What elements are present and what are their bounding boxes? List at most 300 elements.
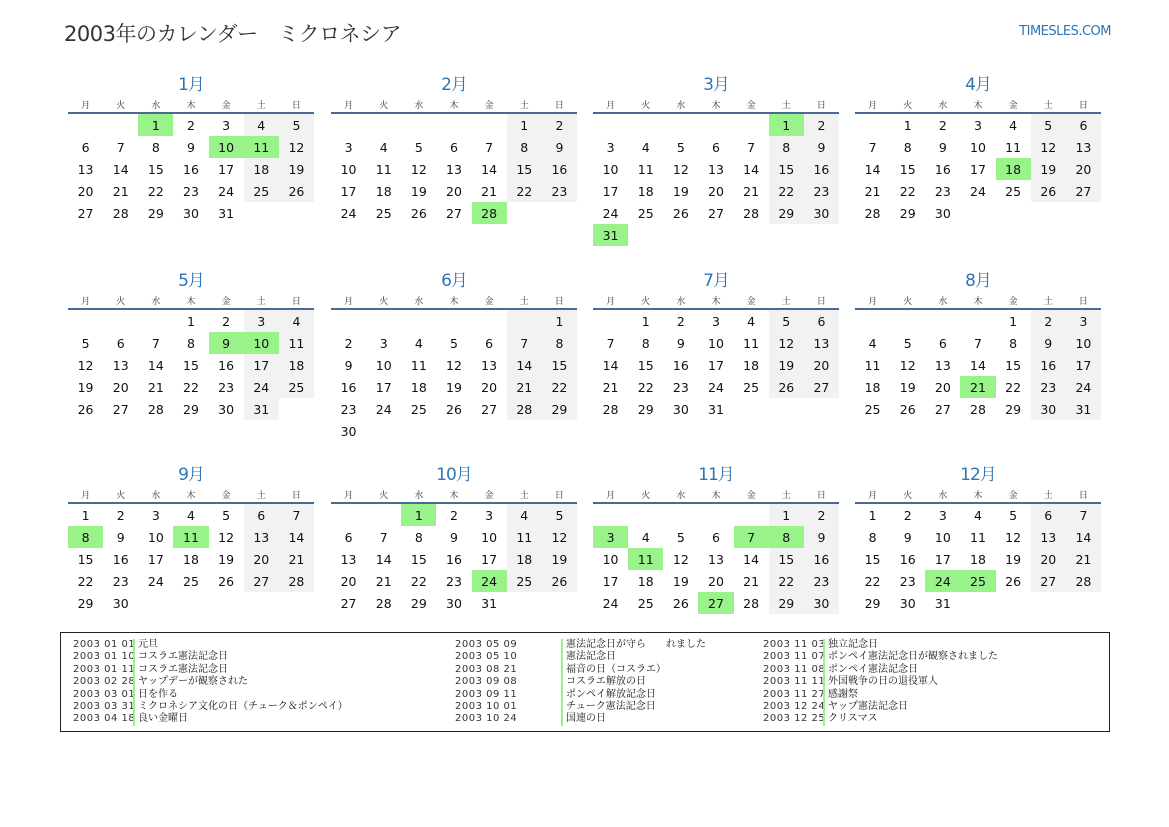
weekday-header: 水: [138, 292, 173, 309]
day-cell: 5: [1031, 113, 1066, 136]
day-cell: 2: [116, 507, 125, 523]
weekday-header: 月: [855, 292, 890, 309]
holiday-date: 2003 03 01: [73, 688, 136, 700]
day-cell: 14: [375, 551, 392, 567]
month-block: [68, 270, 314, 420]
day-cell: 29: [864, 595, 881, 611]
day-cell: 5: [414, 139, 423, 155]
day-cell: 1: [641, 313, 650, 329]
day-cell: 25: [1005, 183, 1022, 199]
day-cell: 5: [676, 529, 685, 545]
weekday-header: 木: [436, 292, 471, 309]
day-cell: 29: [542, 398, 577, 420]
day-cell: 8: [641, 335, 650, 351]
day-cell: 14: [743, 161, 760, 177]
day-cell: 24: [925, 570, 960, 592]
day-cell: 10: [209, 136, 244, 158]
day-cell: 9: [903, 529, 912, 545]
holiday-name: チューク憲法記念日: [561, 701, 656, 713]
day-cell: 27: [77, 205, 94, 221]
weekday-header: 日: [1066, 96, 1101, 113]
day-cell: 30: [340, 423, 357, 439]
day-cell: 26: [672, 595, 689, 611]
empty-cell: [769, 224, 804, 246]
day-cell: 8: [1009, 335, 1018, 351]
day-cell: 9: [938, 139, 947, 155]
day-cell: 13: [244, 526, 279, 548]
day-cell: 29: [183, 401, 199, 417]
day-cell: 18: [183, 551, 199, 567]
day-cell: 6: [344, 529, 353, 545]
day-cell: 18: [637, 183, 654, 199]
month-block: [331, 74, 577, 224]
empty-cell: [734, 398, 769, 420]
day-cell: 21: [864, 183, 881, 199]
day-cell: 20: [708, 573, 724, 589]
day-cell: 23: [542, 180, 577, 202]
day-cell: 20: [446, 183, 462, 199]
empty-cell: [507, 420, 542, 442]
empty-cell: [279, 202, 314, 224]
holiday-row: [763, 713, 998, 725]
day-cell: 13: [1031, 526, 1066, 548]
weekday-header: 火: [366, 96, 401, 113]
day-cell: 25: [637, 595, 654, 611]
day-cell: 13: [804, 332, 839, 354]
holiday-column-2: [455, 639, 706, 726]
day-cell: 13: [934, 357, 951, 373]
day-cell: 8: [151, 139, 160, 155]
month-table: [593, 96, 839, 246]
empty-cell: [68, 309, 103, 332]
day-cell: 30: [446, 595, 462, 611]
day-cell: 29: [637, 401, 654, 417]
day-cell: 13: [708, 161, 724, 177]
day-cell: 20: [708, 183, 724, 199]
weekday-header: 火: [628, 96, 663, 113]
empty-cell: [366, 503, 401, 526]
weekday-header: 月: [68, 486, 103, 503]
holiday-date: 2003 11 07: [763, 651, 826, 663]
month-table: [68, 96, 314, 224]
weekday-header: 土: [769, 486, 804, 503]
day-cell: 17: [375, 379, 392, 395]
weekday-header: 月: [593, 486, 628, 503]
day-cell: 24: [340, 205, 357, 221]
day-cell: 24: [375, 401, 392, 417]
weekday-header: 日: [542, 486, 577, 503]
day-cell: 28: [507, 398, 542, 420]
day-cell: 23: [218, 379, 235, 395]
day-cell: 27: [1031, 570, 1066, 592]
month-table: [855, 96, 1101, 224]
weekday-header: 火: [103, 292, 138, 309]
weekday-header: 火: [890, 486, 925, 503]
day-cell: 30: [804, 592, 839, 614]
day-cell: 7: [379, 529, 388, 545]
day-cell: 18: [970, 551, 986, 567]
day-cell: 18: [864, 379, 881, 395]
weekday-header: 水: [401, 292, 436, 309]
day-cell: 20: [112, 379, 129, 395]
weekday-header: 木: [173, 96, 208, 113]
day-cell: 14: [507, 354, 542, 376]
day-cell: 5: [81, 335, 90, 351]
empty-cell: [1066, 592, 1101, 614]
day-cell: 13: [708, 551, 724, 567]
day-cell: 6: [450, 139, 458, 155]
day-cell: 12: [218, 529, 235, 545]
holiday-row: [73, 639, 348, 651]
holiday-name: ポンペイ憲法記念日: [823, 664, 918, 676]
day-cell: 5: [542, 503, 577, 526]
holiday-date: 2003 03 31: [73, 700, 136, 712]
holiday-date: 2003 11 08: [763, 663, 826, 675]
weekday-header: 水: [401, 486, 436, 503]
holiday-date: 2003 10 24: [455, 713, 518, 725]
day-cell: 21: [602, 379, 619, 395]
day-cell: 25: [637, 205, 654, 221]
day-cell: 19: [77, 379, 94, 395]
day-cell: 9: [209, 332, 244, 354]
day-cell: 2: [344, 335, 353, 351]
empty-cell: [331, 503, 366, 526]
day-cell: 21: [112, 183, 129, 199]
empty-cell: [507, 309, 542, 332]
holiday-row: [455, 676, 706, 688]
day-cell: 16: [446, 551, 462, 567]
day-cell: 11: [279, 332, 314, 354]
weekday-header: 金: [734, 96, 769, 113]
month-table: [593, 292, 839, 420]
day-cell: 3: [485, 507, 494, 523]
day-cell: 24: [218, 183, 235, 199]
day-cell: 11: [864, 357, 881, 373]
holiday-name: ポンペイ解放記念日: [561, 689, 656, 701]
day-cell: 28: [1066, 570, 1101, 592]
day-cell: 2: [676, 313, 685, 329]
day-cell: 12: [446, 357, 462, 373]
day-cell: 26: [1005, 573, 1022, 589]
holiday-row: [455, 701, 706, 713]
day-cell: 7: [747, 139, 756, 155]
holiday-name: 憲法記念日が守ら れました: [561, 639, 706, 651]
day-cell: 20: [1031, 548, 1066, 570]
weekday-header: 日: [1066, 486, 1101, 503]
weekday-header: 月: [855, 486, 890, 503]
month-table: [331, 292, 577, 442]
day-cell: 9: [450, 529, 458, 545]
holiday-name: 憲法記念日: [561, 651, 616, 663]
day-cell: 7: [734, 526, 769, 548]
weekday-header: 日: [804, 292, 839, 309]
holiday-row: [455, 713, 706, 725]
holiday-date: 2003 04 18: [73, 713, 136, 725]
day-cell: 12: [899, 357, 916, 373]
day-cell: 12: [542, 526, 577, 548]
holiday-row: [455, 664, 706, 676]
day-cell: 10: [244, 332, 279, 354]
day-cell: 25: [410, 401, 427, 417]
month-block: [68, 464, 314, 614]
weekday-header: 金: [209, 292, 244, 309]
day-cell: 3: [151, 507, 160, 523]
empty-cell: [855, 309, 890, 332]
weekday-header: 土: [1031, 486, 1066, 503]
empty-cell: [960, 202, 995, 224]
month-table: [331, 486, 577, 614]
month-block: [331, 270, 577, 442]
day-cell: 3: [244, 309, 279, 332]
holiday-name: 元旦: [133, 639, 158, 651]
day-cell: 7: [485, 139, 494, 155]
month-title: 11月: [698, 465, 734, 485]
day-cell: 15: [769, 548, 804, 570]
day-cell: 25: [960, 570, 995, 592]
weekday-header: 月: [593, 96, 628, 113]
empty-cell: [366, 309, 401, 332]
day-cell: 27: [708, 205, 724, 221]
day-cell: 19: [218, 551, 235, 567]
day-cell: 2: [938, 117, 947, 133]
day-cell: 17: [970, 161, 986, 177]
day-cell: 15: [410, 551, 427, 567]
day-cell: 9: [804, 526, 839, 548]
weekday-header: 月: [68, 96, 103, 113]
empty-cell: [436, 113, 471, 136]
month-block: [855, 464, 1101, 614]
day-cell: 11: [1005, 139, 1022, 155]
weekday-header: 火: [366, 292, 401, 309]
day-cell: 27: [481, 401, 498, 417]
day-cell: 24: [602, 205, 619, 221]
weekday-header: 水: [663, 292, 698, 309]
day-cell: 30: [183, 205, 199, 221]
day-cell: 10: [481, 529, 498, 545]
day-cell: 7: [279, 503, 314, 526]
day-cell: 4: [641, 529, 650, 545]
day-cell: 20: [244, 548, 279, 570]
day-cell: 16: [112, 551, 129, 567]
month-table: [331, 96, 577, 224]
day-cell: 26: [672, 205, 689, 221]
holiday-name: 福音の日（コスラエ）: [561, 664, 666, 676]
day-cell: 17: [1066, 354, 1101, 376]
weekday-header: 火: [890, 292, 925, 309]
weekday-header: 木: [436, 96, 471, 113]
day-cell: 23: [1031, 376, 1066, 398]
day-cell: 10: [602, 551, 619, 567]
day-cell: 3: [974, 117, 982, 133]
month-block: [593, 270, 839, 420]
empty-cell: [960, 309, 995, 332]
day-cell: 3: [222, 117, 231, 133]
day-cell: 22: [637, 379, 654, 395]
day-cell: 8: [68, 526, 103, 548]
empty-cell: [628, 113, 663, 136]
day-cell: 23: [446, 573, 462, 589]
day-cell: 22: [1005, 379, 1022, 395]
day-cell: 28: [602, 401, 619, 417]
empty-cell: [960, 592, 995, 614]
day-cell: 29: [769, 592, 804, 614]
empty-cell: [663, 224, 698, 246]
holiday-name: コスラエ憲法記念日: [133, 651, 228, 663]
day-cell: 19: [899, 379, 916, 395]
day-cell: 17: [340, 183, 357, 199]
day-cell: 6: [485, 335, 494, 351]
day-cell: 16: [340, 379, 357, 395]
holiday-row: [763, 664, 998, 676]
weekday-header: 土: [507, 96, 542, 113]
weekday-header: 水: [663, 486, 698, 503]
holiday-date: 2003 09 11: [455, 688, 518, 700]
day-cell: 26: [410, 205, 427, 221]
day-cell: 23: [112, 573, 129, 589]
empty-cell: [628, 224, 663, 246]
weekday-header: 金: [209, 96, 244, 113]
empty-cell: [279, 592, 314, 614]
holiday-name: コスラエ憲法記念日: [133, 664, 228, 676]
holiday-row: [73, 689, 348, 701]
day-cell: 6: [1031, 503, 1066, 526]
day-cell: 5: [279, 113, 314, 136]
holiday-row: [73, 676, 348, 688]
day-cell: 25: [183, 573, 199, 589]
day-cell: 31: [934, 595, 951, 611]
empty-cell: [472, 309, 507, 332]
day-cell: 25: [244, 180, 279, 202]
day-cell: 12: [1005, 529, 1022, 545]
day-cell: 6: [804, 309, 839, 332]
day-cell: 18: [507, 548, 542, 570]
day-cell: 22: [507, 180, 542, 202]
weekday-header: 月: [331, 96, 366, 113]
brand-link[interactable]: TIMESLES.COM: [1019, 24, 1111, 39]
day-cell: 4: [279, 309, 314, 332]
empty-cell: [698, 113, 733, 136]
weekday-header: 土: [507, 292, 542, 309]
month-title: 12月: [960, 465, 996, 485]
month-title: 7月: [703, 271, 729, 291]
day-cell: 2: [1031, 309, 1066, 332]
day-cell: 2: [450, 507, 458, 523]
holiday-row: [73, 651, 348, 663]
day-cell: 5: [903, 335, 912, 351]
empty-cell: [593, 113, 628, 136]
day-cell: 13: [112, 357, 129, 373]
day-cell: 28: [279, 570, 314, 592]
day-cell: 1: [81, 507, 90, 523]
weekday-header: 土: [244, 486, 279, 503]
day-cell: 12: [1031, 136, 1066, 158]
weekday-header: 日: [1066, 292, 1101, 309]
day-cell: 6: [712, 139, 720, 155]
day-cell: 30: [672, 401, 689, 417]
holiday-row: [763, 676, 998, 688]
day-cell: 19: [1031, 158, 1066, 180]
day-cell: 12: [410, 161, 427, 177]
day-cell: 5: [676, 139, 685, 155]
holiday-name: 独立記念日: [823, 639, 878, 651]
weekday-header: 火: [628, 486, 663, 503]
weekday-header: 水: [925, 486, 960, 503]
month-block: [331, 464, 577, 614]
empty-cell: [1031, 592, 1066, 614]
day-cell: 16: [218, 357, 235, 373]
weekday-header: 水: [138, 486, 173, 503]
day-cell: 27: [340, 595, 357, 611]
day-cell: 21: [147, 379, 164, 395]
day-cell: 5: [769, 309, 804, 332]
weekday-header: 日: [804, 96, 839, 113]
day-cell: 30: [218, 401, 235, 417]
day-cell: 16: [542, 158, 577, 180]
month-title: 4月: [965, 75, 991, 95]
day-cell: 8: [507, 136, 542, 158]
day-cell: 8: [903, 139, 912, 155]
day-cell: 17: [708, 357, 724, 373]
day-cell: 28: [970, 401, 986, 417]
day-cell: 15: [637, 357, 654, 373]
day-cell: 3: [712, 313, 720, 329]
weekday-header: 水: [925, 292, 960, 309]
holiday-name: クリスマス: [823, 713, 878, 725]
empty-cell: [173, 592, 208, 614]
day-cell: 19: [769, 354, 804, 376]
month-block: [593, 464, 839, 614]
day-cell: 18: [743, 357, 760, 373]
day-cell: 1: [769, 503, 804, 526]
empty-cell: [366, 420, 401, 442]
empty-cell: [331, 309, 366, 332]
weekday-header: 日: [279, 486, 314, 503]
day-cell: 29: [899, 205, 916, 221]
empty-cell: [855, 113, 890, 136]
day-cell: 15: [147, 161, 164, 177]
day-cell: 6: [116, 335, 125, 351]
day-cell: 7: [1066, 503, 1101, 526]
day-cell: 15: [183, 357, 199, 373]
day-cell: 15: [899, 161, 916, 177]
holiday-column-1: [73, 639, 348, 726]
day-cell: 19: [672, 573, 689, 589]
holiday-name: コスラエ解放の日: [561, 676, 646, 688]
day-cell: 12: [77, 357, 94, 373]
day-cell: 22: [899, 183, 916, 199]
day-cell: 9: [116, 529, 125, 545]
day-cell: 5: [222, 507, 231, 523]
day-cell: 26: [769, 376, 804, 398]
day-cell: 1: [187, 313, 195, 329]
day-cell: 3: [379, 335, 388, 351]
day-cell: 6: [1066, 113, 1101, 136]
empty-cell: [436, 420, 471, 442]
day-cell: 12: [769, 332, 804, 354]
holiday-name: 外国戦争の日の退役軍人: [823, 676, 938, 688]
day-cell: 13: [481, 357, 498, 373]
month-title: 5月: [178, 271, 204, 291]
day-cell: 10: [340, 161, 357, 177]
day-cell: 20: [804, 354, 839, 376]
empty-cell: [401, 420, 436, 442]
holiday-row: [73, 701, 348, 713]
day-cell: 27: [112, 401, 129, 417]
day-cell: 9: [344, 357, 353, 373]
month-table: [68, 292, 314, 420]
day-cell: 21: [279, 548, 314, 570]
day-cell: 28: [147, 401, 164, 417]
